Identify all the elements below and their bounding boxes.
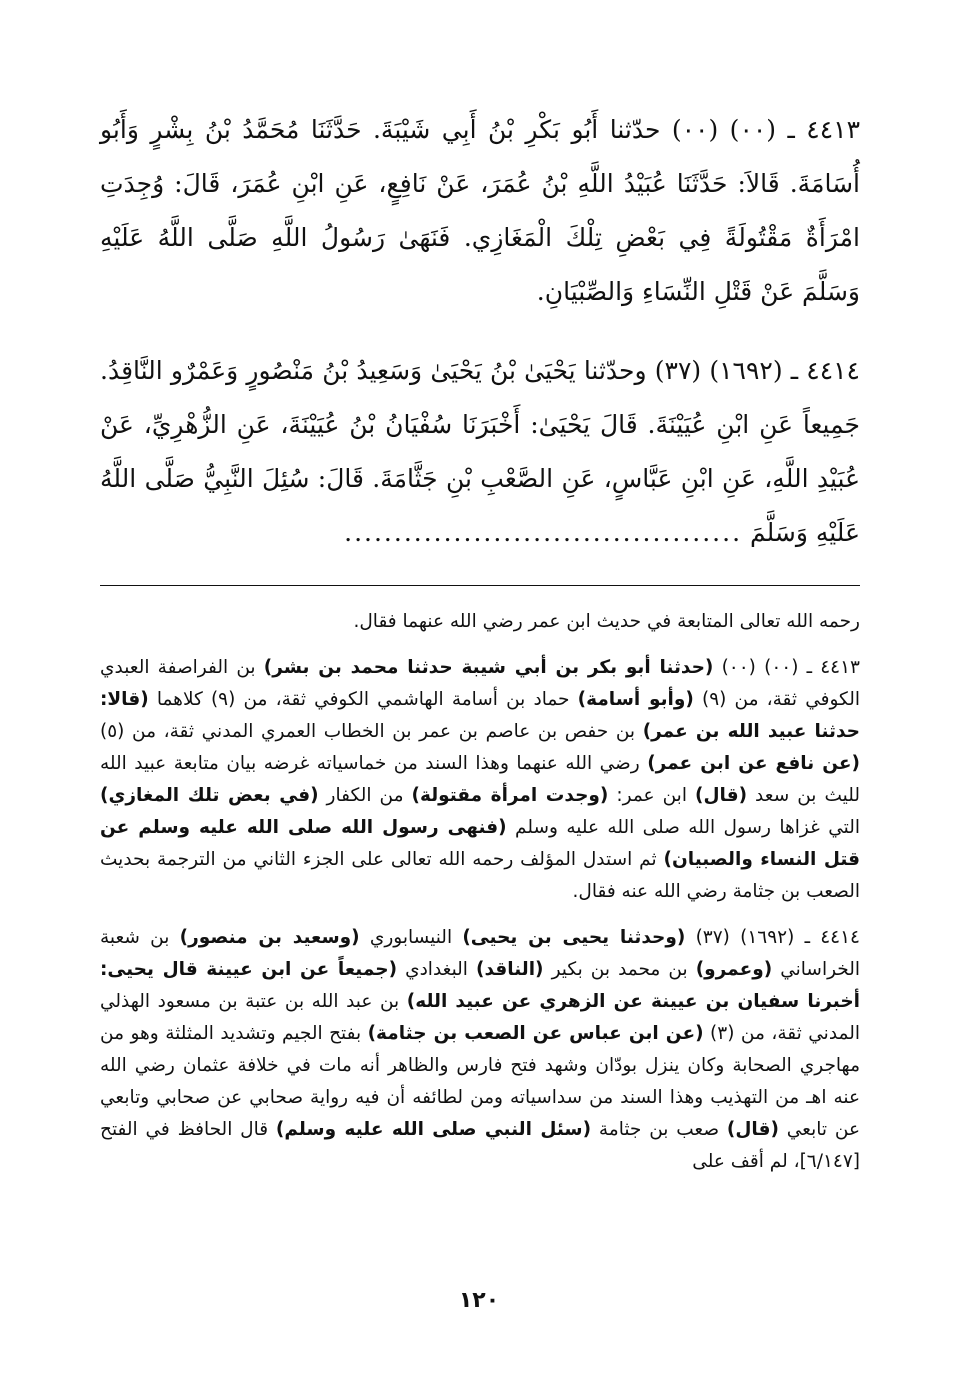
commentary-quoted-segment: (وعمرو) (695, 959, 773, 980)
commentary-explanation-segment: ثم استدل المؤلف رحمه الله تعالى على الجزء الثاني من الترجمة بحديث الصعب بن جثامة رضي الله عنه فقال. (100, 849, 860, 902)
commentary-explanation-segment: ٤٤١٤ ـ (١٦٩٢) (٣٧) (685, 927, 860, 948)
commentary-section (100, 606, 860, 1178)
commentary-explanation-segment: قال الحافظ في الفتح [٦/١٤٧]، لم أقف على (100, 1119, 860, 1172)
commentary-explanation-segment: ابن عمر: (608, 785, 695, 806)
commentary-quoted-segment: (وأبو أسامة) (577, 689, 694, 710)
commentary-explanation-segment: ٤٤١٣ ـ (٠٠) (٠٠) (713, 657, 860, 678)
commentary-quoted-segment: (قال) (726, 1119, 779, 1140)
hadith-4414-text: ٤٤١٤ ـ (١٦٩٢) (٣٧) وحدّثنا يَحْيَىٰ بْنُ يَحْيَىٰ وَسَعِيدُ بْنُ مَنْصُورٍ وَعَمْرٌو النَّاقِدُ. جَمِيعاً عَنِ ابْنِ عُيَيْنَةَ. قَالَ يَحْيَىٰ: أَخْبَرَنَا سُفْيَانُ بْنُ عُيَيْنَةَ، عَنِ الزُّهْرِيِّ، عَنْ عُبَيْدِ اللَّهِ، عَنِ ابْنِ عَبَّاسٍ، عَنِ الصَّعْبِ بْنِ جَثَّامَةَ. قَالَ: سُئِلَ النَّبِيُّ صَلَّى اللَّهُ عَلَيْهِ وَسَلَّمَ (100, 356, 860, 547)
hadith-4413-text: ٤٤١٣ ـ (٠٠) (٠٠) حدّثنا أَبُو بَكْرِ بْنُ أَبِي شَيْبَةَ. حَدَّثَنَا مُحَمَّدُ بْنُ بِشْرٍ وَأَبُو أُسَامَةَ. قَالاَ: حَدَّثَنَا عُبَيْدُ اللَّهِ بْنُ عُمَرَ، عَنْ نَافِعٍ، عَنِ ابْنِ عُمَرَ، قَالَ: وُجِدَتِ امْرَأَةٌ مَقْتُولَةً فِي بَعْضِ تِلْكَ الْمَغَازِي. فَنَهَىٰ رَسُولُ اللَّهِ صَلَّى اللَّهُ عَلَيْهِ وَسَلَّمَ عَنْ قَتْلِ النِّسَاءِ وَالصِّبْيَانِ. (100, 115, 860, 306)
hadith-4413-paragraph (100, 103, 860, 319)
commentary-quoted-segment: (وحدثنا يحيى بن يحيى) (462, 927, 686, 948)
commentary-explanation-segment: النيسابوري (359, 927, 463, 948)
commentary-quoted-segment: (فنهى رسول الله صلى الله عليه وسلم عن قتل النساء والصبيان) (100, 817, 860, 870)
commentary-explanation-segment: بفتح الجيم وتشديد المثلثة وهو من مهاجري الصحابة وكان ينزل بودّان وشهد فتح فارس والظاهر أنه مات في خلافة عثمان رضي الله عنه اهـ من التهذيب وهذا السند من سداسياته ومن لطائفه أن فيه رواية صحابي عن صحابي وتابعي عن تابعي (100, 1023, 860, 1140)
commentary-quoted-segment: (في بعض تلك المغازي) (100, 785, 319, 806)
commentary-explanation-segment: بن شعبة الخراساني (100, 927, 861, 980)
commentary-quoted-segment: (عن ابن عباس عن الصعب بن جثامة) (367, 1023, 704, 1044)
commentary-quoted-segment: (جميعاً عن ابن عيينة قال يحيى: أخبرنا سفيان بن عيينة عن الزهري عن عبيد الله) (100, 959, 860, 1012)
commentary-explanation-segment: بن حفص بن عاصم بن عمر بن الخطاب العمري المدني ثقة، من (٥) (100, 721, 643, 742)
commentary-quoted-segment: (وجدت امرأة مقتولة) (411, 785, 609, 806)
commentary-quoted-segment: (وسعيد بن منصور) (179, 927, 360, 948)
commentary-explanation-segment: التي غزاها رسول الله صلى الله عليه وسلم (506, 817, 860, 838)
book-page (100, 78, 860, 1338)
hadith-text-section (100, 103, 860, 560)
commentary-explanation-segment: رضي الله عنهما وهذا السند من خماسياته غرضه بيان متابعة عبيد الله لليث بن سعد (100, 753, 860, 806)
commentary-4413 (100, 652, 860, 908)
page-number: ١٢٠ (458, 1288, 500, 1313)
commentary-quoted-segment: (حدثنا أبو بكر بن أبي شيبة حدثنا محمد بن بشر) (263, 657, 714, 678)
commentary-quoted-segment: (الناقد) (476, 959, 544, 980)
commentary-4414 (100, 922, 860, 1178)
commentary-quoted-segment: (قال) (695, 785, 748, 806)
commentary-explanation-segment: بن عبد الله بن عتبة بن مسعود الهذلي المدني ثقة، من (٣) (100, 991, 860, 1044)
continuation-dots: ........................................ (344, 518, 743, 547)
commentary-intro: رحمه الله تعالى المتابعة في حديث ابن عمر رضي الله عنهما فقال. (353, 611, 860, 632)
commentary-explanation-segment: البغدادي (397, 959, 477, 980)
hadith-4414-paragraph (100, 344, 860, 560)
footnote-divider (100, 585, 860, 586)
commentary-explanation-segment: بن محمد بن بكير (543, 959, 696, 980)
commentary-explanation-segment: حماد بن أسامة الهاشمي الكوفي ثقة، من (٩) كلاهما (148, 689, 578, 710)
commentary-explanation-segment: بن الفراصفة العبدي الكوفي ثقة، من (٩) (100, 657, 861, 710)
commentary-quoted-segment: (قالا: حدثنا عبيد الله بن عمر) (100, 689, 860, 742)
commentary-explanation-segment: صعب بن جثامة (591, 1119, 727, 1140)
commentary-quoted-segment: (سئل النبي صلى الله عليه وسلم) (275, 1119, 592, 1140)
commentary-quoted-segment: (عن نافع عن ابن عمر) (647, 753, 860, 774)
commentary-explanation-segment: من الكفار (318, 785, 412, 806)
